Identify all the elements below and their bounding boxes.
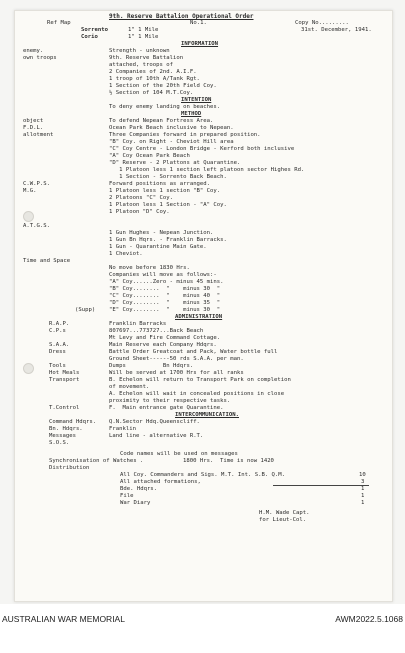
text-cwps: Forward positions as arranged. — [109, 181, 211, 187]
allotment-line: 1 Platoon less 1 section left platoon sector Highes Rd. — [109, 167, 305, 173]
transport-line: proximity to their respective tasks. — [109, 398, 231, 404]
own-troops-line: 2 Companies of 2nd. A.I.F. — [109, 69, 197, 75]
allotment-line: 1 Section - Sorrento Back Beach. — [109, 174, 227, 180]
text-tcontrol: F. Main entrance gate Quarantine. — [109, 405, 224, 411]
text-command-hdqrs: Q.N.Sector Hdq.Queenscliff. — [109, 419, 200, 425]
footer-accession-number: AWM2022.5.1068 — [335, 614, 403, 624]
allotment-line: "B" Coy. on Right - Cheviot Hill area — [109, 139, 234, 145]
own-troops-line: 1 troop of 10th A/Tank Rgt. — [109, 76, 200, 82]
signature-line-2: for Lieut-Col. — [259, 517, 307, 523]
order-number: No.1. — [190, 20, 207, 26]
label-cwps: C.W.P.S. — [23, 181, 50, 187]
distribution-count: 1 — [361, 486, 365, 492]
mg-line: 2 Platoons "C" Coy. — [109, 195, 173, 201]
label-sos: S.O.S. — [49, 440, 70, 446]
own-troops-line: 9th. Reserve Battalion — [109, 55, 184, 61]
time-line: "E" Coy........ " minus 30 " — [109, 307, 221, 313]
allotment-line: Three Companies forward in prepared position. — [109, 132, 261, 138]
label-dress: Dress — [49, 349, 66, 355]
text-fdl: Ocean Park Beach inclusive to Nepean. — [109, 125, 234, 131]
dress-line: Battle Order Greatcoat and Pack, Water bottle full — [109, 349, 278, 355]
own-troops-line: attached, troops of — [109, 62, 173, 68]
label-fdl: F.D.L. — [23, 125, 44, 131]
label-time-space: Time and Space — [23, 258, 71, 264]
cps-line: Mt Levy and Fire Command Cottage. — [109, 335, 221, 341]
label-messages: Messages — [49, 433, 76, 439]
footer-institution: AUSTRALIAN WAR MEMORIAL — [2, 614, 125, 624]
heading-method: METHOD — [181, 111, 202, 117]
heading-intercommunication: INTERCOMMUNICATION. — [175, 412, 239, 418]
distribution-underline — [273, 485, 369, 486]
time-line: "D" Coy........ " minus 35 " — [109, 300, 221, 306]
distribution-item: All attached formations, — [120, 479, 201, 485]
distribution-item: File — [120, 493, 134, 499]
allotment-line: "D" Reserve - 2 Plattons at Quarantine. — [109, 160, 241, 166]
atgs-line: 1 Gun Bn Hqrs. - Franklin Barracks. — [109, 237, 227, 243]
own-troops-line: ½ Section of 104 M.T.Coy. — [109, 90, 194, 96]
transport-line: of movement. — [109, 384, 150, 390]
label-own-troops: own troops — [23, 55, 57, 61]
heading-intention: INTENTION — [181, 97, 212, 103]
label-distribution: Distribution — [49, 465, 90, 471]
distribution-item: All Coy. Commanders and Sigs. M.T. Int. S.B. Q.M. — [120, 472, 286, 478]
label-bn-hdqrs: Bn. Hdqrs. — [49, 426, 83, 432]
label-mg: M.G. — [23, 188, 37, 194]
text-saa: Main Reserve each Company Hdqrs. — [109, 342, 217, 348]
ref-map-label: Ref Map — [47, 20, 71, 26]
mg-line: 1 Platoon less 1 section "B" Coy. — [109, 188, 221, 194]
ref-map-corio-scale: 1" 1 Mile — [128, 34, 159, 40]
distribution-count: 10 — [359, 472, 366, 478]
transport-line: B. Echelon will return to Transport Park on completion — [109, 377, 291, 383]
label-transport: Transport — [49, 377, 80, 383]
label-atgs: A.T.G.S. — [23, 223, 50, 229]
time-line: No move before 1830 Hrs. — [109, 265, 190, 271]
distribution-count: 1 — [361, 500, 365, 506]
text-code-names: Code names will be used on messages — [120, 451, 238, 457]
text-rap: Franklin Barracks — [109, 321, 167, 327]
ref-map-sorrento-scale: 1" 1 Mile — [128, 27, 159, 33]
dress-line: Ground Sheet------50 rds S.A.A. per man. — [109, 356, 244, 362]
punch-hole — [23, 211, 34, 222]
label-cps: C.P.s — [49, 328, 66, 334]
transport-line: A. Echelon will wait in concealed positions in close — [109, 391, 285, 397]
time-line: "B" Coy........ " minus 30 " — [109, 286, 221, 292]
distribution-count: 1 — [361, 493, 365, 499]
cps-line: 807697...773727...Back Beach — [109, 328, 204, 334]
label-tcontrol: T.Control — [49, 405, 80, 411]
atgs-line: 1 Cheviot. — [109, 251, 143, 257]
signature-line-1: H.M. Wade Capt. — [259, 510, 310, 516]
distribution-item: War Diary — [120, 500, 151, 506]
label-synchronisation: Synchronisation of Watches . — [49, 458, 144, 464]
text-synchronisation: 1800 Hrs. Time is now 1420 — [183, 458, 274, 464]
label-hot-meals: Hot Meals — [49, 370, 80, 376]
text-object: To defend Nepean Fortress Area. — [109, 118, 214, 124]
label-allotment: allotment — [23, 132, 54, 138]
allotment-line: "C" Coy Centre - London Bridge - Kerford both inclusive — [109, 146, 295, 152]
distribution-count: 3 — [361, 479, 365, 485]
own-troops-line: 1 Section of the 20th Field Coy. — [109, 83, 217, 89]
text-hot-meals: Will be served at 1700 Hrs for all ranks — [109, 370, 244, 376]
text-bn-hdqrs: Franklin — [109, 426, 136, 432]
heading-administration: ADMINISTRATION — [175, 314, 223, 320]
atgs-line: 1 Gun - Quarantine Main Gate. — [109, 244, 207, 250]
document-title: 9th. Reserve Battalion Operational Order — [109, 13, 254, 20]
document-date: 31st. December, 1941. — [301, 27, 372, 33]
mg-line: 1 Platoon less 1 Section - "A" Coy. — [109, 202, 227, 208]
ref-map-corio: Corio — [81, 34, 98, 40]
text-enemy: Strength - unknown — [109, 48, 170, 54]
text-messages: Land line - alternative R.T. — [109, 433, 204, 439]
text-tools: Dumps Bn Hdqrs. — [109, 363, 194, 369]
time-line: "A" Coy......Zero - minus 45 mins. — [109, 279, 224, 285]
label-saa: S.A.A. — [49, 342, 70, 348]
text-intention: To deny enemy landing on beaches. — [109, 104, 221, 110]
atgs-line: 1 Gun Hughes - Nepean Junction. — [109, 230, 214, 236]
label-enemy: enemy. — [23, 48, 44, 54]
caption-bar — [0, 604, 405, 653]
label-supp: (Supp) — [75, 307, 96, 313]
document-page — [14, 10, 393, 602]
label-object: object — [23, 118, 44, 124]
time-line: "C" Coy........ " minus 40 " — [109, 293, 221, 299]
allotment-line: "A" Coy Ocean Park Beach — [109, 153, 190, 159]
copy-number: Copy No......... — [295, 20, 349, 26]
label-tools: Tools — [49, 363, 66, 369]
label-command-hdqrs: Command Hdqrs. — [49, 419, 97, 425]
punch-hole — [23, 363, 34, 374]
distribution-item: Bde. Hdqrs. — [120, 486, 158, 492]
time-line: Companies will move as follows:- — [109, 272, 217, 278]
label-rap: R.A.P. — [49, 321, 70, 327]
ref-map-sorrento: Sorrento — [81, 27, 108, 33]
heading-information: INFORMATION — [181, 41, 219, 47]
mg-line: 1 Platoon "D" Coy. — [109, 209, 170, 215]
